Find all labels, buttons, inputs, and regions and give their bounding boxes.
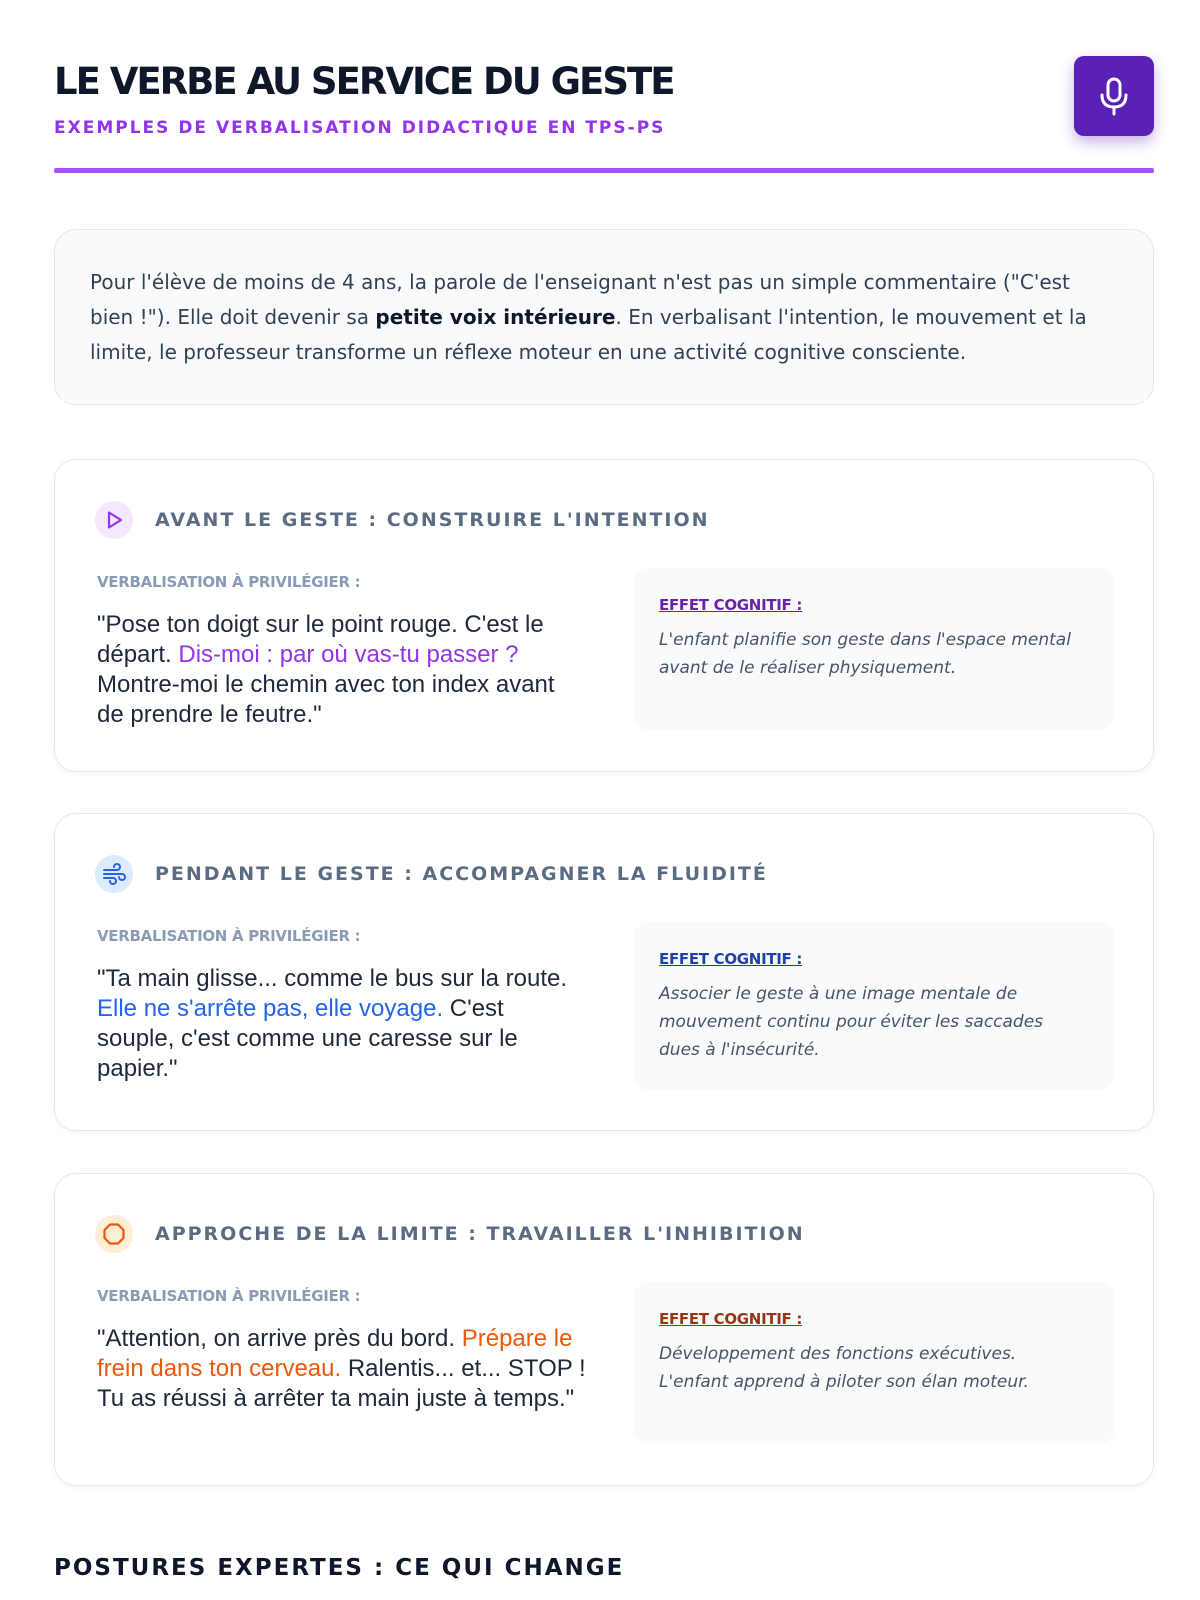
verbalisation-label: VERBALISATION À PRIVILÉGIER :	[97, 927, 361, 945]
effect-label: EFFET COGNITIF :	[659, 1310, 803, 1328]
card-title: AVANT LE GESTE : CONSTRUIRE L'INTENTION	[155, 509, 710, 531]
card-limit-approach	[54, 1173, 1154, 1486]
microphone-button[interactable]	[1074, 56, 1154, 136]
play-icon	[95, 501, 133, 539]
effect-label: EFFET COGNITIF :	[659, 596, 803, 614]
wind-icon	[95, 855, 133, 893]
card-header	[95, 1214, 805, 1254]
verbalisation-quote	[97, 1324, 587, 1414]
verbalisation-quote	[97, 610, 587, 730]
card-title: APPROCHE DE LA LIMITE : TRAVAILLER L'INHIBITION	[155, 1223, 805, 1245]
effect-box	[633, 1282, 1115, 1444]
microphone-icon	[1097, 76, 1131, 116]
verbalisation-label: VERBALISATION À PRIVILÉGIER :	[97, 1287, 361, 1305]
quote-text: "Pose ton doigt sur le point rouge. C'est le départ.	[97, 611, 544, 668]
card-before-gesture	[54, 459, 1154, 772]
stop-octagon-icon	[95, 1215, 133, 1253]
effect-text: Associer le geste à une image mentale de mouvement continu pour éviter les saccades dues à l'insécurité.	[659, 984, 1044, 1060]
quote-text-end: Montre-moi le chemin avec ton index avant de prendre le feutre."	[97, 671, 555, 728]
intro-text-start: Pour l'élève de moins de 4 ans, la parole de l'enseignant n'est pas un simple commentaire ("C'est bien !"). Elle doit devenir sa	[90, 270, 1070, 329]
verbalisation-quote	[97, 964, 587, 1084]
intro-box	[54, 229, 1154, 405]
card-header	[95, 854, 768, 894]
intro-text-bold: petite voix intérieure	[375, 305, 616, 329]
quote-text-end: Ralentis... et... STOP ! Tu as réussi à arrêter ta main juste à temps."	[97, 1355, 586, 1412]
effect-text: Développement des fonctions exécutives. L'enfant apprend à piloter son élan moteur.	[659, 1344, 1029, 1392]
quote-highlight: Prépare le frein dans ton cerveau.	[97, 1325, 573, 1382]
effect-box	[633, 568, 1115, 730]
quote-highlight: Dis-moi : par où vas-tu passer ?	[178, 641, 519, 668]
card-during-gesture	[54, 813, 1154, 1131]
header-divider	[54, 168, 1154, 173]
page-subtitle: EXEMPLES DE VERBALISATION DIDACTIQUE EN TPS-PS	[54, 118, 666, 138]
quote-text: "Ta main glisse... comme le bus sur la route.	[97, 965, 568, 992]
effect-text: L'enfant planifie son geste dans l'espace mental avant de le réaliser physiquement.	[659, 630, 1071, 678]
intro-text-end: . En verbalisant l'intention, le mouvement et la limite, le professeur transforme un réflexe moteur en une activité cognitive consciente.	[90, 305, 1087, 364]
quote-highlight: Elle ne s'arrête pas, elle voyage.	[97, 995, 444, 1022]
section-title: POSTURES EXPERTES : CE QUI CHANGE	[54, 1555, 625, 1581]
page-header	[54, 56, 1154, 176]
verbalisation-label: VERBALISATION À PRIVILÉGIER :	[97, 573, 361, 591]
effect-label: EFFET COGNITIF :	[659, 950, 803, 968]
card-title: PENDANT LE GESTE : ACCOMPAGNER LA FLUIDITÉ	[155, 863, 768, 885]
quote-text-end: C'est souple, c'est comme une caresse sur le papier."	[97, 995, 518, 1082]
quote-text: "Attention, on arrive près du bord.	[97, 1325, 462, 1352]
page-title: LE VERBE AU SERVICE DU GESTE	[54, 60, 674, 103]
effect-box	[633, 922, 1115, 1090]
card-header	[95, 500, 710, 540]
